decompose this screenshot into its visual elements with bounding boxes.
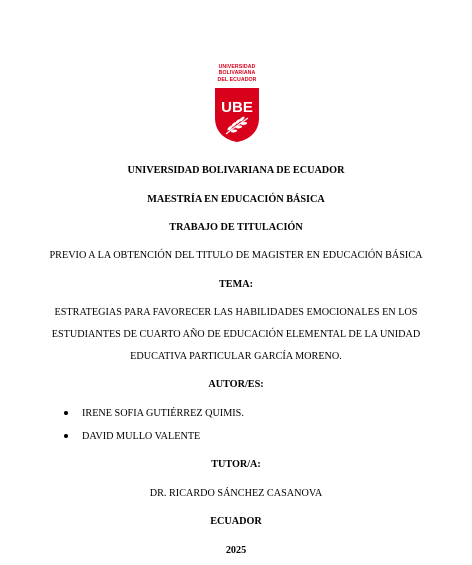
topic-line-3: EDUCATIVA PARTICULAR GARCÍA MORENO.: [130, 351, 342, 362]
country: ECUADOR: [210, 516, 262, 527]
logo-acronym: UBE: [221, 99, 253, 117]
topic-line-1: ESTRATEGIAS PARA FAVORECER LAS HABILIDADES EMOCIONALES EN LOS: [54, 307, 418, 318]
bullet-icon: [64, 411, 68, 415]
topic-line-2: ESTUDIANTES DE CUARTO AÑO DE EDUCACIÓN ELEMENTAL DE LA UNIDAD: [51, 329, 421, 340]
topic-label: TEMA:: [219, 279, 253, 290]
author-name-1: IRENE SOFIA GUTIÉRREZ QUIMIS.: [82, 408, 244, 419]
logo-shield-icon: [213, 86, 261, 143]
author-item-1: [64, 408, 244, 420]
university-logo: [211, 64, 263, 143]
program-name: MAESTRÍA EN EDUCACIÓN BÁSICA: [147, 194, 325, 205]
year: 2025: [225, 545, 247, 556]
logo-text-line-3: DEL ECUADOR: [217, 76, 257, 83]
tutor-name: DR. RICARDO SÁNCHEZ CASANOVA: [149, 488, 323, 499]
logo-text-line-1: UNIVERSIDAD: [218, 64, 256, 70]
university-name: UNIVERSIDAD BOLIVARIANA DE ECUADOR: [127, 165, 345, 176]
author-item-2: [64, 431, 200, 443]
authors-label: AUTOR/ES:: [208, 379, 264, 390]
tutor-label: TUTOR/A:: [211, 459, 261, 470]
bullet-icon: [64, 434, 68, 438]
author-name-2: DAVID MULLO VALENTE: [82, 431, 201, 442]
degree-purpose: PREVIO A LA OBTENCIÓN DEL TITULO DE MAGISTER EN EDUCACIÓN BÁSICA: [49, 250, 423, 261]
logo-text-line-2: BOLIVARIANA: [218, 70, 256, 77]
work-type: TRABAJO DE TITULACIÓN: [169, 222, 303, 233]
